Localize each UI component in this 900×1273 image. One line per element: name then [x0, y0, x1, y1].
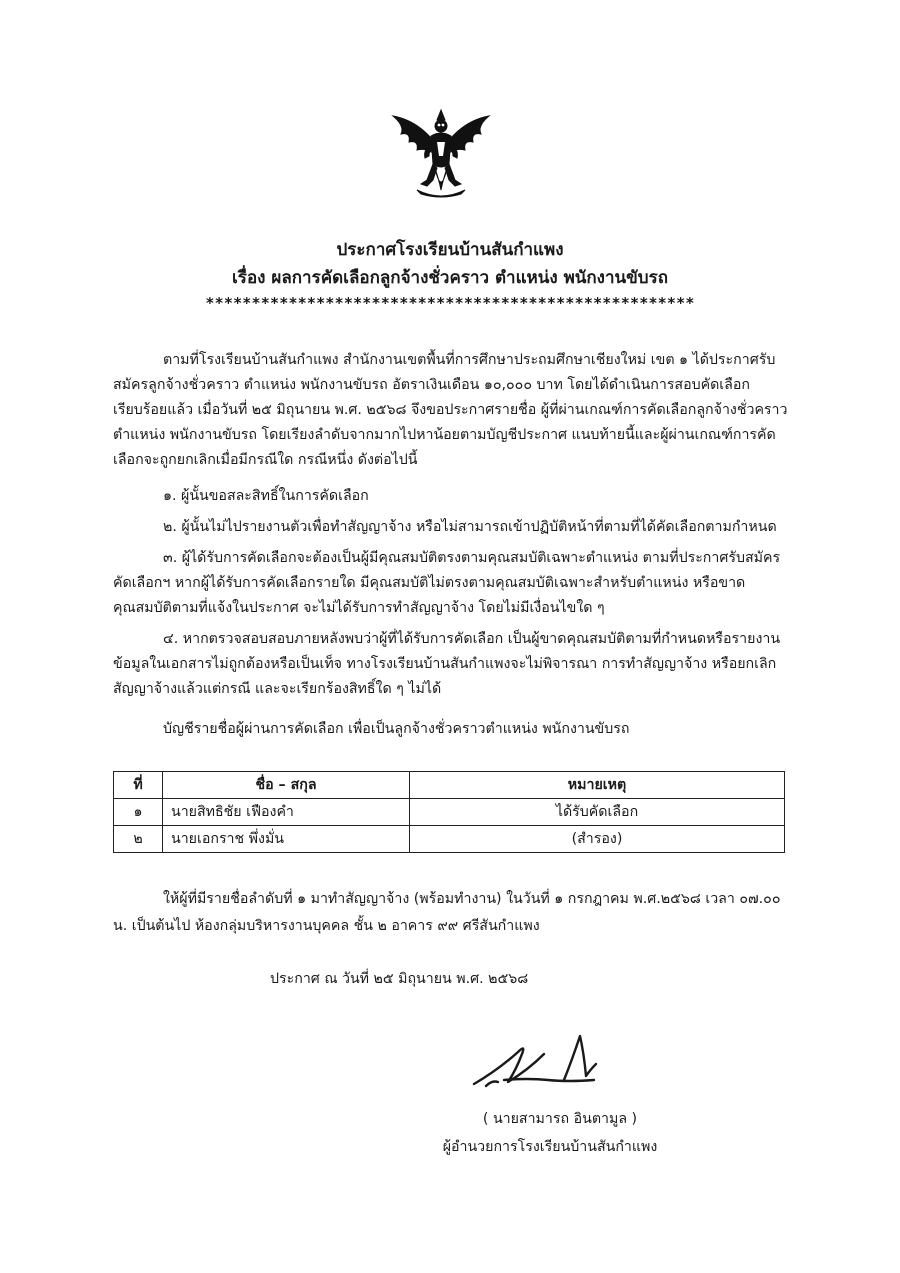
row-remark: ได้รับคัดเลือก [410, 799, 785, 826]
contract-instruction: ให้ผู้ที่มีรายชื่อลำดับที่ ๑ มาทำสัญญาจ้าง (พร้อมทำงาน) ในวันที่ ๑ กรกฎาคม พ.ศ.๒๕๖๘ เวลา ๐๗.๐๐ น. เป็นต้นไป ห้องกลุ่มบริหารงานบุคคล ชั้น ๒ อาคาร ๙๙ ศรีสันกำแพง [113, 891, 781, 934]
announcement-title: ประกาศโรงเรียนบ้านสันกำแพง [336, 240, 564, 260]
row-name: นายเอกราช พึ่งมั่น [163, 826, 410, 853]
signature-image [468, 1030, 618, 1092]
intro-paragraph: ตามที่โรงเรียนบ้านสันกำแพง สำนักงานเขตพื้นที่การศึกษาประถมศึกษาเชียงใหม่ เขต ๑ ได้ประกาศรับสมัครลูกจ้างชั่วคราว ตำแหน่ง พนักงานขับรถ อัตราเงินเดือน ๑๐,๐๐๐ บาท โดยได้ดำเนินการสอบคัดเลือก เรียบร้อยแล้ว เมื่อวันที่ ๒๕ มิถุนายน พ.ศ. ๒๕๖๘ จึงขอประกาศรายชื่อ ผู้ที่ผ่านเกณฑ์การคัดเลือกลูกจ้างชั่วคราว ตำแหน่ง พนักงานขับรถ โดยเรียงลำดับจากมากไปหาน้อยตามบัญชีประกาศ แนบท้ายนี้และผู้ผ่านเกณฑ์การคัดเลือกจะถูกยกเลิกเมื่อมีกรณีใด กรณีหนึ่ง ดังต่อไปนี้ [113, 352, 788, 468]
title-separator: ***************************************************** [205, 294, 695, 312]
list-heading: บัญชีรายชื่อผู้ผ่านการคัดเลือก เพื่อเป็นลูกจ้างชั่วคราวตำแหน่ง พนักงานขับรถ [163, 721, 630, 737]
column-header-number: ที่ [114, 772, 163, 799]
row-name: นายสิทธิชัย เฟืองคำ [163, 799, 410, 826]
row-number: ๑ [114, 799, 163, 826]
condition-item: ๓. ผู้ได้รับการคัดเลือกจะต้องเป็นผู้มีคุณสมบัติตรงตามคุณสมบัติเฉพาะตำแหน่ง ตามที่ประกาศรับสมัครคัดเลือกฯ หากผู้ได้รับการคัดเลือกรายใด มีคุณสมบัติไม่ตรงตามคุณสมบัติเฉพาะสำหรับตำแหน่ง หรือขาดคุณสมบัติตามที่แจ้งในประกาศ จะไม่ได้รับการทำสัญญาจ้าง โดยไม่มีเงื่อนไขใด ๆ [113, 550, 781, 616]
row-number: ๒ [114, 826, 163, 853]
selection-table [113, 771, 785, 853]
table-header-row [114, 772, 785, 799]
table-row [114, 826, 785, 853]
table-row [114, 799, 785, 826]
condition-item: ๔. หากตรวจสอบสอบภายหลังพบว่าผู้ที่ได้รับการคัดเลือก เป็นผู้ขาดคุณสมบัติตามที่กำหนดหรือรายงานข้อมูลในเอกสารไม่ถูกต้องหรือเป็นเท็จ ทางโรงเรียนบ้านสันกำแพงจะไม่พิจารณา การทำสัญญาจ้าง หรือยกเลิก สัญญาจ้างแล้วแต่กรณี และจะเรียกร้องสิทธิ์ใด ๆ ไม่ได้ [113, 631, 781, 697]
column-header-remark: หมายเหตุ [410, 772, 785, 799]
condition-item: ๑. ผู้นั้นขอสละสิทธิ์ในการคัดเลือก [163, 488, 369, 504]
condition-item: ๒. ผู้นั้นไม่ไปรายงานตัวเพื่อทำสัญญาจ้าง หรือไม่สามารถเข้าปฏิบัติหน้าที่ตามที่ได้คัดเลือกตามกำหนด [163, 519, 777, 535]
announcement-subject: เรื่อง ผลการคัดเลือกลูกจ้างชั่วคราว ตำแหน่ง พนักงานขับรถ [232, 268, 668, 288]
garuda-emblem-icon [387, 106, 495, 202]
announcement-date: ประกาศ ณ วันที่ ๒๕ มิถุนายน พ.ศ. ๒๕๖๘ [270, 971, 529, 987]
column-header-name: ชื่อ – สกุล [163, 772, 410, 799]
signatory-name: ( นายสามารถ อินตามูล ) [482, 1111, 638, 1127]
row-remark: (สำรอง) [410, 826, 785, 853]
conditions-list [113, 484, 791, 702]
signatory-position: ผู้อำนวยการโรงเรียนบ้านสันกำแพง [442, 1139, 658, 1155]
